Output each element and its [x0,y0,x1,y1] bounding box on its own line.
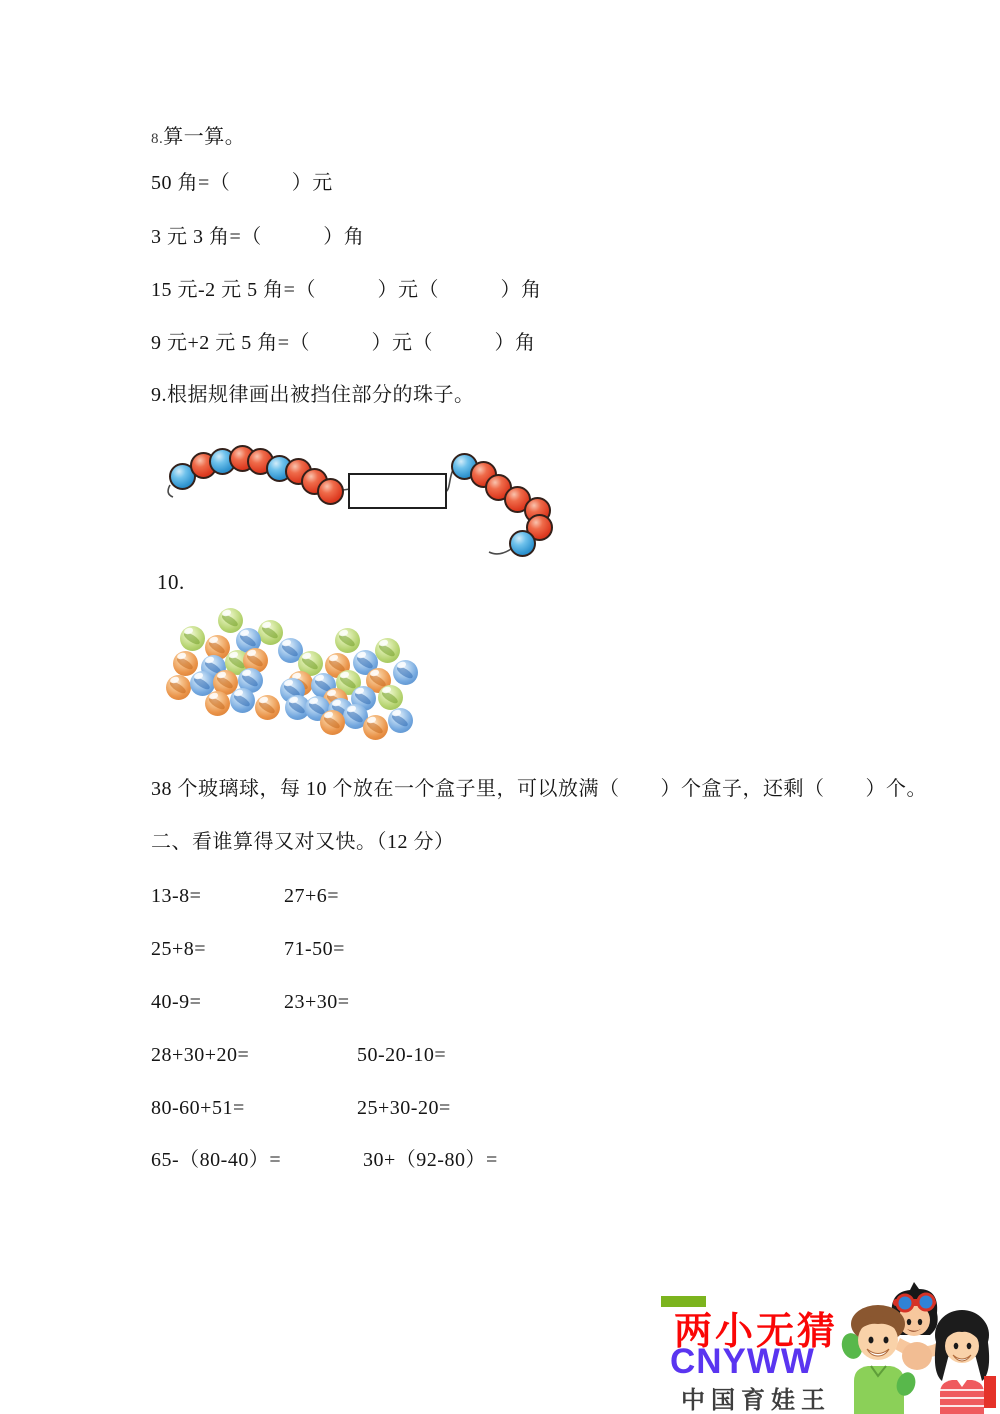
marble-green [378,685,403,710]
marble-orange [173,651,198,676]
marble-green [180,626,205,651]
bead-red [285,458,312,485]
bead-red [301,468,328,495]
math-expr: 28+30+20= [151,1044,250,1066]
q8-line-2: 3 元 3 角=（ ）角 [151,226,365,248]
logo-brand-text: 两小无猜 [674,1311,839,1353]
math-expr: 13-8= [151,885,202,907]
math-expr: 65-（80-40）= [151,1149,282,1171]
marble-blue [201,655,226,680]
math-expr: 27+6= [284,885,340,907]
bead-red [247,448,274,475]
bead-red [524,497,551,524]
math-row-6 [151,1149,498,1172]
logo-red-bar [984,1376,996,1408]
bead-blue [509,530,536,557]
marble-green [258,620,283,645]
q8-title-text: 算一算。 [163,126,246,148]
marble-orange [205,691,230,716]
q8-number: 8. [151,131,164,147]
marble-orange [325,653,350,678]
section2-title: 二、看谁算得又对又快。（12 分） [151,831,455,853]
marble-blue [351,686,376,711]
marble-orange [366,668,391,693]
marble-orange [205,635,230,660]
marble-orange [243,648,268,673]
marble-blue [230,688,255,713]
marble-orange [166,675,191,700]
marble-orange [288,671,313,696]
marble-blue [285,695,310,720]
math-expr: 50-20-10= [357,1044,447,1066]
bead-red [229,445,256,472]
marble-blue [343,704,368,729]
math-row-4 [151,1044,446,1067]
marble-blue [393,660,418,685]
marble-orange [323,688,348,713]
marble-blue [328,698,353,723]
q8-line-4: 9 元+2 元 5 角=（ ）元（ ）角 [151,332,536,354]
bead-red [317,478,344,505]
marble-green [218,608,243,633]
math-expr: 80-60+51= [151,1097,245,1119]
bead-red [470,461,497,488]
math-row-5 [151,1097,451,1120]
marble-green [225,650,250,675]
bead-blue [169,463,196,490]
marble-blue [311,673,336,698]
bead-red [190,452,217,479]
q10-label: 10. [157,570,185,594]
marble-blue [190,671,215,696]
q10-text: 38 个玻璃球，每 10 个放在一个盒子里，可以放满（ ）个盒子，还剩（ ）个。 [151,778,927,800]
bead-blue [209,448,236,475]
marble-orange [255,695,280,720]
math-expr: 71-50= [284,938,345,960]
marble-green [298,651,323,676]
marble-blue [280,678,305,703]
marble-blue [388,708,413,733]
math-row-1 [151,885,339,908]
marble-orange [213,670,238,695]
bead-red [526,514,553,541]
marble-blue [236,628,261,653]
math-row-3 [151,991,350,1014]
math-expr: 40-9= [151,991,202,1013]
site-logo [655,1280,1000,1414]
q8-title [151,126,245,149]
marble-green [335,628,360,653]
marble-green [336,670,361,695]
marble-blue [353,650,378,675]
bead-red [504,486,531,513]
math-expr: 25+8= [151,938,207,960]
girl [935,1310,989,1414]
marble-orange [320,710,345,735]
cartoon-children-illustration [840,1280,1000,1414]
marble-green [375,638,400,663]
marble-blue [305,696,330,721]
q8-line-1: 50 角=（ ）元 [151,172,333,194]
logo-tagline-text: 中国育娃王 [681,1387,831,1414]
bead-red [485,474,512,501]
q8-line-3: 15 元-2 元 5 角=（ ）元（ ）角 [151,279,542,301]
bead-blue [266,455,293,482]
logo-site-name: CNYWW [670,1342,815,1381]
math-expr: 30+（92-80）= [363,1149,498,1171]
covered-box [348,473,447,509]
math-expr: 25+30-20= [357,1097,451,1119]
marble-orange [363,715,388,740]
bead-blue [451,453,478,480]
math-expr: 23+30= [284,991,350,1013]
q9-title: 9.根据规律画出被挡住部分的珠子。 [151,384,475,406]
marble-blue [278,638,303,663]
marble-blue [238,668,263,693]
math-row-2 [151,938,345,961]
